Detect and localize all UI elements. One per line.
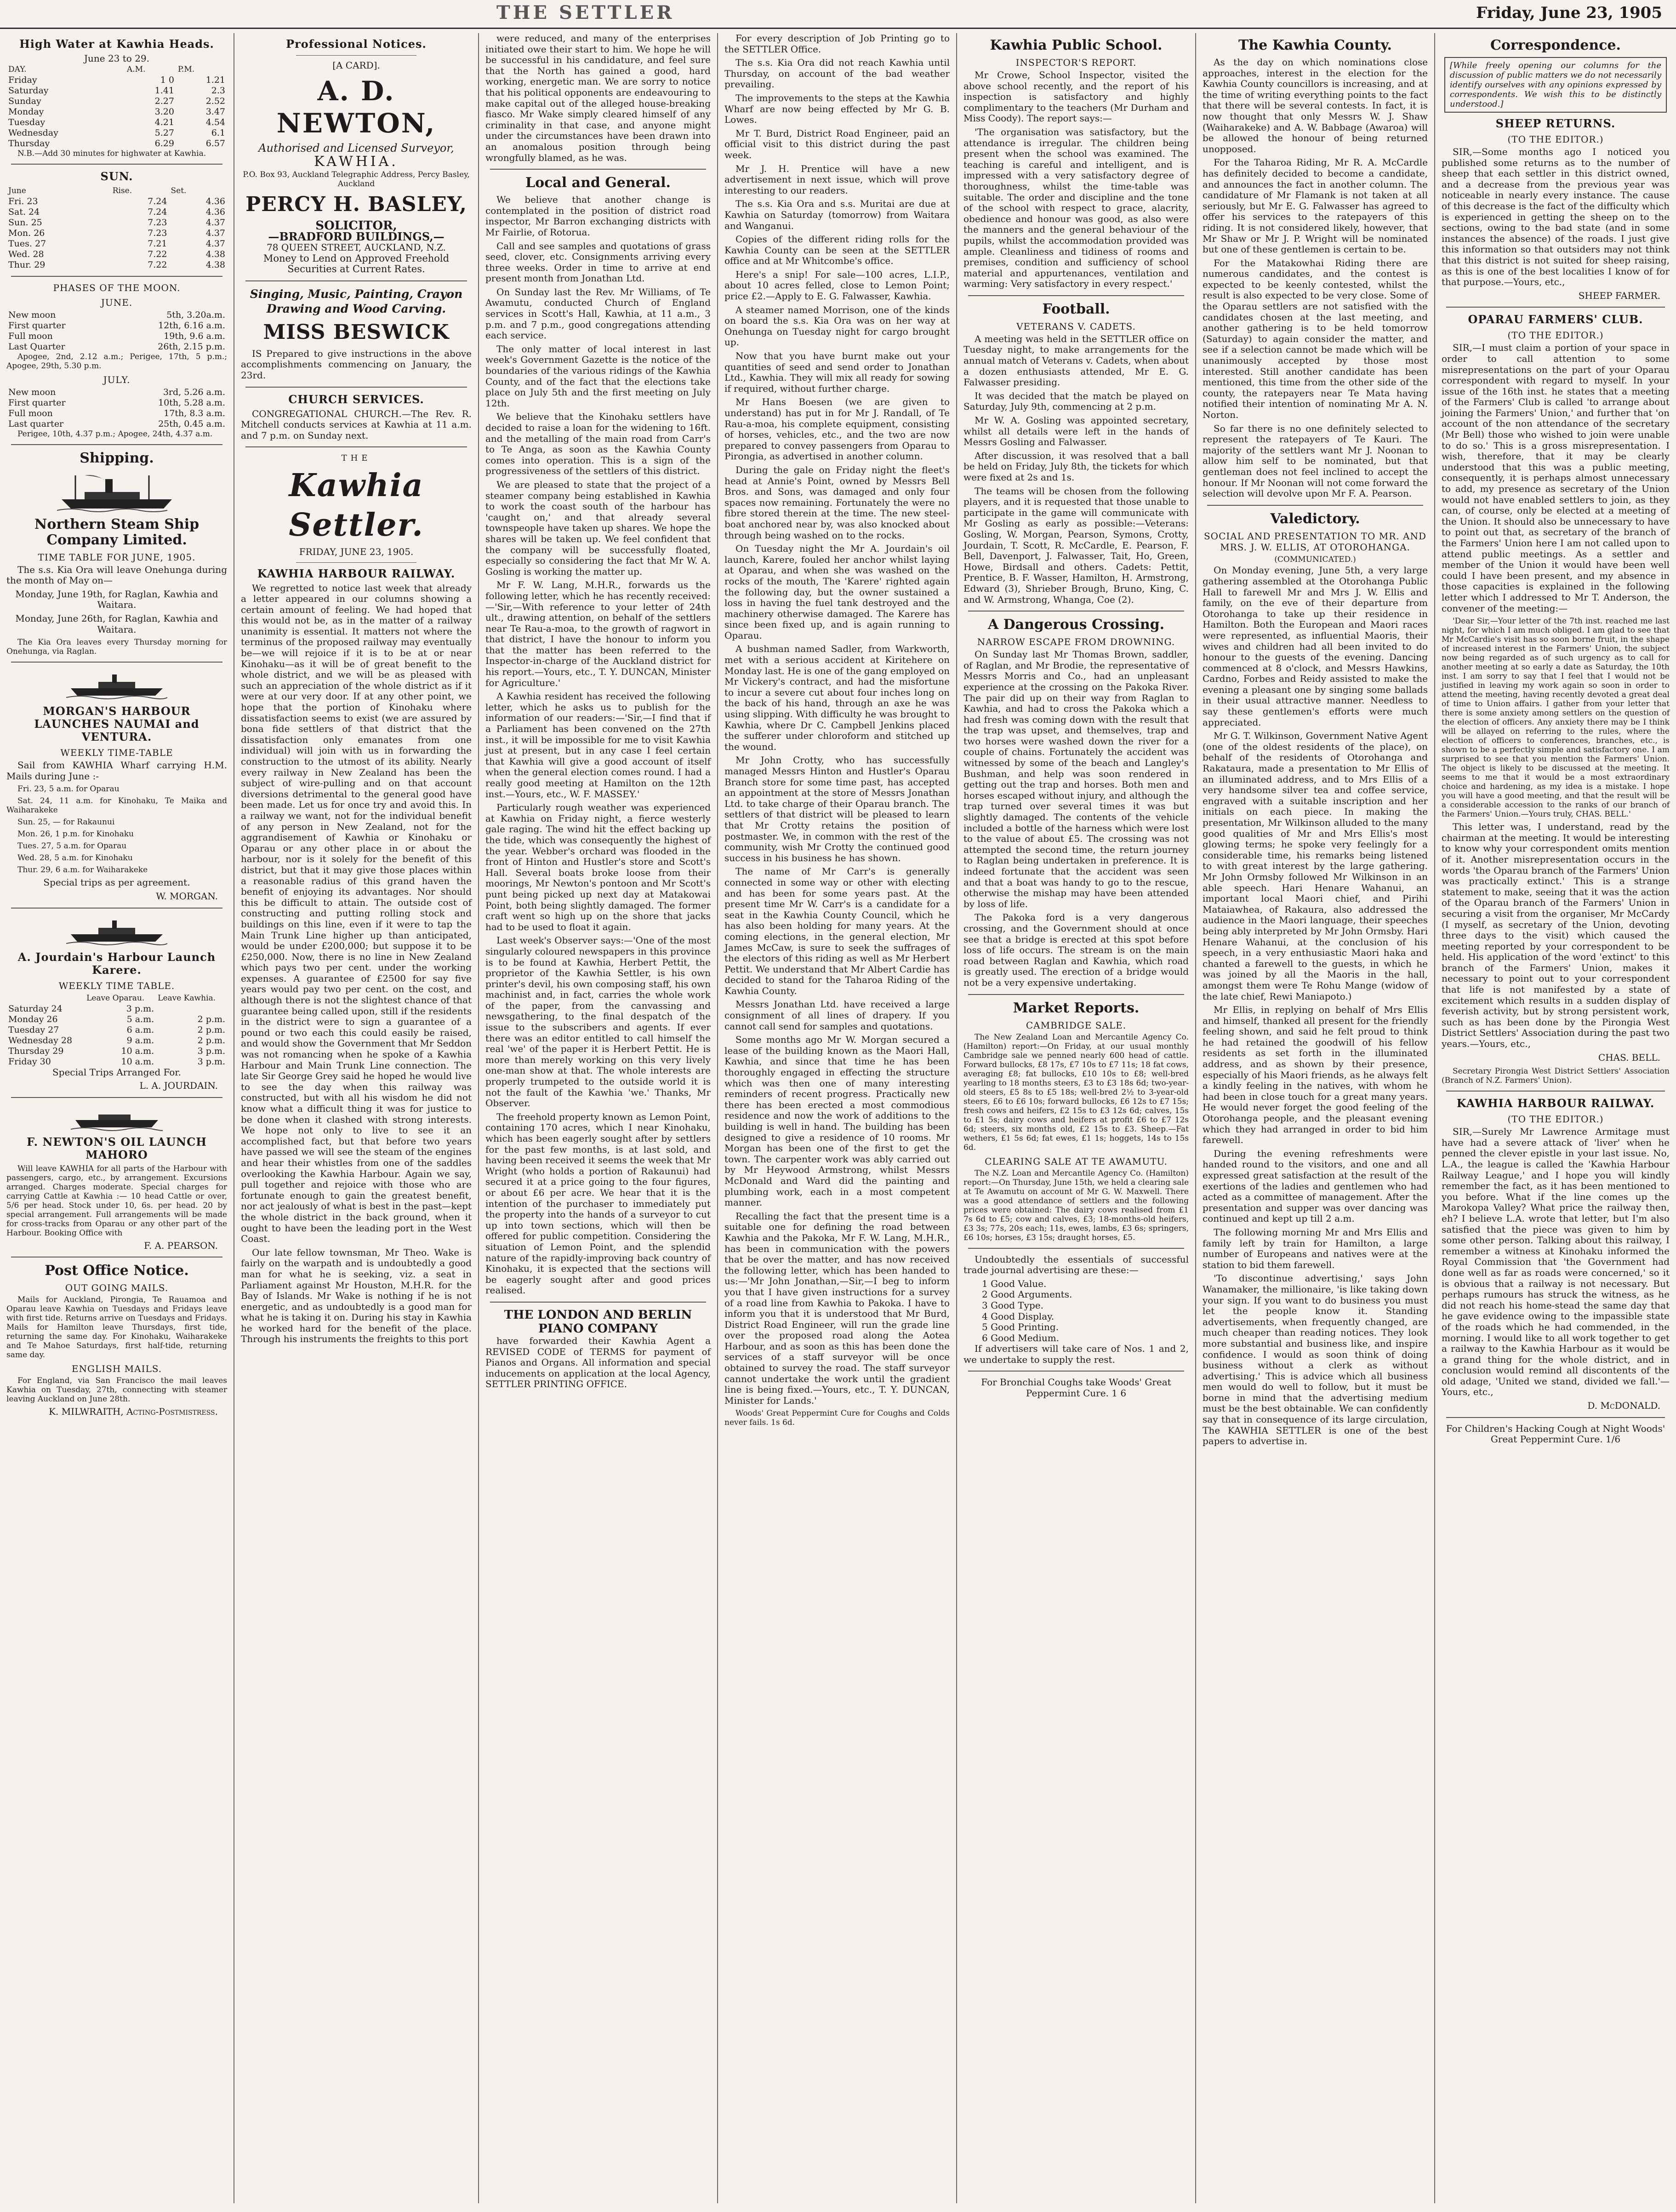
moon-phase-row-cell: 3rd, 5.26 a.m.: [163, 387, 225, 397]
launch-illustration: [66, 668, 167, 700]
sun-row: [6, 249, 227, 260]
moon-phase-row: [6, 398, 227, 408]
morgan-time-line: Wed. 28, 5 a.m. for Kinohaku: [17, 853, 133, 863]
nss-line: Monday, June 19th, for Raglan, Kawhia and Waitara.: [15, 588, 218, 611]
sun-row-cell: 7.23: [148, 228, 167, 238]
launch-time-row-cell: 3 p.m.: [197, 1046, 225, 1056]
tide-row: [6, 96, 227, 107]
news-item: Particularly rough weather was experienced at Kawhia on Friday night, a fierce westerly gale raging. The wind hit the effect backing up the tide, which was consequently the highest of the year. Webber's orchard was flooded in the front of Hinton and Hustler's store and Scott's Hall. Several boats broke loose from their moorings, Mr Newton's pontoon and Mr Scott's punt being picked up next day at Matakowai Point, both being slightly damaged. The former craft went so high up on the shore that jacks had to be used to float it again.: [485, 802, 711, 932]
oparau-paragraph: This letter was, I understand, read by the chairman at the meeting. It would be interesting to know why your correspondent omits mention of it. Another misrepresentation occurs in the words 'the Oparau branch of the Farmers' Union was practically extinct.' This is a strange statement to make, seeing that it was the action of the Oparau branch of the Farmers' Union in securing a visit from the organiser, Mr McCardy (I myself, as secretary of the Union, devoting three days to the visit) which caused the meeting reported by your correspondent to be held. His application of the word 'extinct' to this branch of the Farmers' Union, makes it necessary to point out to your correspondent that life is not manifested by a state of excitement which results in a sudden display of feverish activity, but by strong persistent work, such as has been done by the Pirongia West District Settlers' Association during the past two years.—Yours, etc.,: [1442, 821, 1670, 1050]
launch-time-row: [6, 1004, 227, 1014]
sheep-signature: SHEEP FARMER.: [1578, 290, 1660, 301]
sun-row-cell: Thur. 29: [8, 259, 46, 270]
advert-list-item: 1 Good Value.: [982, 1278, 1047, 1289]
morgan-subtitle: WEEKLY TIME-TABLE: [60, 747, 173, 759]
post-body-english: For England, via San Francisco the mail leaves Kawhia on Tuesday, 27th, connecting with steamer leaving Auckland on June 28th.: [6, 1376, 227, 1404]
news-item: Now that you have burnt make out your quantities of seed and send order to Jonathan Ltd., Kawhia. They will mix all ready for sowing if required, without further charge.: [724, 350, 950, 394]
tide-row: [6, 107, 227, 117]
sun-row-cell: Sat. 24: [8, 206, 40, 217]
news-item: A steamer named Morrison, one of the kinds on board the s.s. Kia Ora was on her way at Onehunga on Tuesday night for cargo brought up.: [724, 304, 950, 348]
london-heading: THE LONDON AND BERLIN PIANO COMPANY: [504, 1308, 692, 1336]
launch-illustration: [66, 914, 167, 946]
tide-row: [6, 138, 227, 149]
tide-head-pm: P.M.: [177, 64, 195, 74]
launch-time-row-cell: Wednesday 28: [8, 1035, 73, 1046]
news-item: We believe that another change is contemplated in the position of district road inspector, Mr Barron exchanging districts with Mr Fairlie, of Rotorua.: [485, 194, 711, 238]
news-item: Some months ago Mr W. Morgan secured a lease of the building known as the Maori Hall, Kawhia, and since that time he has been thoroughly engaged in effecting the structure which was then one of many interesting reminders of recent progress. Practically new there has been erected a most commodious residence and now the work of additions to the building is well in hand. The building has been designed to give a residence of 10 rooms. Mr Morgan has been one of the first to get the town. The carpenter work was ably carried out by Mr Heywood Armstrong, whilst Messrs McDonald and Ward did the painting and plumbing work, each in a most competent manner.: [724, 1034, 950, 1208]
sun-title: SUN.: [100, 169, 133, 183]
advert-intro: Undoubtedly the essentials of successful trade journal advertising are these:—: [963, 1253, 1189, 1276]
advert-list-item: 6 Good Medium.: [982, 1332, 1060, 1343]
news-item: Mr John Crotty, who has successfully managed Messrs Hinton and Hustler's Oparau Branch store for some time past, has accepted an appointment at the store of Messrs Jonathan Ltd. to take charge of their Oparau branch. The settlers of that district will be pleased to learn that Mr Crotty retains the position of postmaster. We, in common with the rest of the community, wish Mr Crotty the continued good success in his business he has shown.: [724, 754, 950, 863]
launch-time-row-cell: Thursday 29: [8, 1046, 64, 1056]
football-paragraph: Mr W. A. Gosling was appointed secretary, whilst all details were left in the hands of Messrs Gosling and Falwasser.: [963, 415, 1189, 448]
post-title: Post Office Notice.: [45, 1263, 189, 1279]
tide-title: High Water at Kawhia Heads.: [19, 37, 214, 51]
column-5: [957, 33, 1195, 2203]
nss-body: The s.s. Kia Ora will leave Onehunga during the month of May on—: [6, 564, 227, 586]
nss-line: Monday, June 26th, for Raglan, Kawhia and Waitara.: [15, 612, 218, 635]
moon-phase-row-cell: 25th, 0.45 a.m.: [158, 418, 225, 429]
moon-phase-row-cell: 26th, 2.15 p.m.: [158, 341, 225, 352]
moon-phase-row-cell: Last Quarter: [8, 341, 65, 352]
valediction-title: Valedictory.: [1270, 510, 1360, 527]
tide-row-cell: 5.27: [154, 127, 174, 138]
valediction-paragraph: 'To discontinue advertising,' says John Wanamaker, the millionaire, 'is like taking down your sign. If you want to do business you must let the people know it. Standing advertisements, when frequently changed, are much cheaper than reading notices. They look more substantial and business like, and inspire confidence. I would as soon think of doing business without a clerk as without advertising.' This is advice which all business men would do well to follow, but it must be borne in mind that the advertising medium must be the best obtainable. We can confidently say that in consequence of its large circulation, The KAWHIA SETTLER is one of the best papers to advertise in.: [1203, 1273, 1428, 1447]
column-3: [479, 33, 717, 2203]
correspondence-title: Correspondence.: [1490, 37, 1621, 53]
moon-phase-row-cell: 19th, 9.6 a.m.: [164, 331, 225, 341]
crossing-paragraph: The Pakoka ford is a very dangerous crossing, and the Government should at once see that a bridge is erected at this spot before loss of life occurs. The stream is on the main road between Raglan and Kawhia, which road is greatly used. The erection of a bridge would not be a very expensive undertaking.: [963, 912, 1189, 988]
launch-time-row-cell: 9 a.m.: [126, 1035, 154, 1046]
football-subtitle: VETERANS V. CADETS.: [1016, 320, 1136, 332]
market-title: Market Reports.: [1013, 1000, 1140, 1016]
to-editor-label: (TO THE EDITOR.): [1507, 330, 1604, 341]
tide-row-cell: 3.20: [154, 106, 174, 117]
moon-phase-row: [6, 310, 227, 320]
school-paragraph: Mr Crowe, School Inspector, visited the above school recently, and the report of his inspection is satisfactory and highly complimentary to the teachers (Mr Durham and Miss Coody). The report says:—: [963, 69, 1189, 124]
sun-row-cell: 7.23: [148, 217, 167, 228]
valediction-paragraph: During the evening refreshments were handed round to the visitors, and one and all expressed great satisfaction at the result of the exertions of the ladies and gentlemen who had acted as a committee of management. After the presentation and supper was over dancing was continued and kept up till 2 a.m.: [1203, 1148, 1428, 1224]
news-item: The freehold property known as Lemon Point, containing 170 acres, which I near Kinohaku, which has been eagerly sought after by settlers for the past few months, is at last sold, and having been received it seems the week that Mr Wright (who holds a portion of Rakaunui) had secured it at a price going to the four figures, or about £6 per acre. We hear that it is the intention of the purchaser to immediately put the property into the hands of a surveyor to cut up into town sections, which will then be offered for public competition. Considering the situation of Lemon Point, and the splendid nature of the rapidly-improving back country of Kinohaku, it is expected that the sections will be eagerly sought after and good prices realised.: [485, 1111, 711, 1296]
launch-time-row-cell: Monday 26: [8, 1014, 58, 1024]
news-item: Last week's Observer says:—'One of the most singularly coloured newspapers in this province is to be found at Kawhia, Herbert Pettit, the proprietor of the Kawhia Settler, is his own printer's devil, his own composing staff, his own machinist and, in fact, carries the whole work of the paper, from the canvassing and newsgathering, to the final despatch of the issue to the subscribers and agents. If ever there was an editor entitled to call himself the real 'we' of the paper it is Herbert Pettit. He is more than merely working on this very lively one-man show at that. The whole interests are properly trumpeted to the outside world it is not the fault of the Kawhia 'we.' Thanks, Mr Observer.: [485, 935, 711, 1109]
tide-subtitle: June 23 to 29.: [84, 53, 150, 64]
news-item: Recalling the fact that the present time is a suitable one for defining the road between Kawhia and the Pakoka, Mr F. W. Lang, M.H.R., has been in communication with the powers that be over the matter, and has now received the following letter, which has been handed to us:—'Mr John Jonathan,—Sir,—I beg to inform you that I have given instructions for a survey of a road line from Kawhia to Pakoka. I have to inform you that it is understood that Mr Burd, District Road Engineer, will run the grade line over the proposed road along the Aotea Harbour, and as soon as this has been done the services of a staff surveyor will be once obtained to survey the road. The staff surveyor cannot undertake the work until the gradient line is being fixed.—Yours, etc., T. Y. DUNCAN, Minister for Lands.': [724, 1210, 950, 1406]
morgan-time-line: Tues. 27, 5 a.m. for Oparau: [17, 841, 127, 851]
tide-note: N.B.—Add 30 minutes for highwater at Kawhia.: [17, 149, 206, 158]
leader-paragraph: We regretted to notice last week that already a letter appeared in our columns showing a certain amount of feeling. We had hoped that this would not be, as in the matter of a railway unanimity is essential. It matters not where the terminus of the proposed railway may eventually be—we will rejoice if it is to be at or near Kinohaku—as it will be of great benefit to the whole district, and we will be as pleased with such an appreciation of the whole district as if it were at our very door. If at any other point, we hope that the portion of Kinohaku where dissatisfaction seems to exist (we are assured by bona fide settlers of that district that the dissatisfaction only emanates from one individual) will join with us in forwarding the construction to the utmost of its ability. Nearly every railway in New Zealand has been the subject of wire-pulling and on that account diversions detrimental to the general good have been made. Let us for once try and avoid this. In a railway we want, not for the individual benefit of any person in New Zealand, not for the aggrandisement of Kawhia or Kinohaku or Oparau or any other place in or about the harbour, nor is it solely for the benefit of this district, but that it may give those places within a reasonable radius of this grand haven the benefit of enjoying its advantages. Nor should this be difficult to attain. The outside cost of constructing and putting rolling stock and buildings on this line, even if it were to tap the Main Trunk Line higher up than anticipated, would be under £200,000; but suppose it to be £250,000. Now, there is no line in New Zealand which pays two per cent. under the working expenses. A guarantee of £2500 for say five years would pay two per cent. on the cost, and although there is not the slightest chance of that guarantee being called upon, still if the residents in the district were to sign a guarantee of a pound or two each this could easily be raised, and would show the Government that Mr Seddon was not romancing when he spoke of a Kawhia Harbour and Main Trunk Line connection. The late Sir George Grey said he hoped he would live to see the day when this railway was constructed, but with all his wisdom he did not know what a difficult thing it was for justice to be done when it clashed with strong interests. We hope not only to live to see it an accomplished fact, but that before two years have passed we will see the steam of the engines and hear their whistles from one of the saddles overlooking the Kawhia Harbour. Again we say, pull together and rejoice with those who are fortunate enough to gain the greatest benefit, nor act jealously of what is best in the past—kept the whole district in the back ground, when it ought to have been the leading port in the West Coast.: [241, 582, 472, 1245]
sun-row-cell: 4.38: [205, 259, 225, 270]
paper-the: THE: [341, 453, 371, 463]
valediction-subtitle: SOCIAL AND PRESENTATION TO MR. AND MRS. J. W. ELLIS, AT OTOROHANGA.: [1203, 530, 1427, 553]
sun-row-cell: 4.37: [205, 238, 225, 249]
tide-row-cell: Saturday: [8, 85, 49, 96]
football-paragraph: After discussion, it was resolved that a ball be held on Friday, July 8th, the tickets for which were fixed at 2s and 1s.: [963, 450, 1189, 483]
tide-row-cell: Monday: [8, 106, 44, 117]
card-label: [A CARD].: [332, 60, 380, 71]
sheep-title: SHEEP RETURNS.: [1495, 117, 1616, 130]
moon-phase-row-cell: First quarter: [8, 320, 66, 331]
moon-phase-row: [6, 331, 227, 342]
pearson-signature: F. A. PEARSON.: [144, 1240, 218, 1251]
clearing-subtitle: CLEARING SALE AT TE AWAMUTU.: [985, 1155, 1168, 1167]
news-item: For every description of Job Printing go to the SETTLER Office.: [724, 33, 950, 55]
launch-time-row-cell: 10 a.m.: [121, 1046, 154, 1056]
column-4: [718, 33, 956, 2203]
morgan-time-line: Mon. 26, 1 p.m. for Kinohaku: [17, 829, 134, 839]
news-item: Copies of the different riding rolls for the Kawhia County can be seen at the SETTLER office and at Mr Whitcombe's office.: [724, 234, 950, 267]
jourdain-note: Special Trips Arranged For.: [52, 1066, 182, 1078]
oil-launch-illustration: [71, 1103, 163, 1131]
moon-phase-row-cell: Full moon: [8, 331, 53, 341]
news-item: We believe that the Kinohaku settlers have decided to raise a loan for the widening to 16ft. and the metalling of the main road from Carr's to Te Anga, as soon as the Kawhia County comes into operation. This is a sign of the progressiveness of the settlers of this district.: [485, 411, 711, 477]
sun-row-cell: 7.22: [148, 259, 167, 270]
church-body: CONGREGATIONAL CHURCH.—The Rev. R. Mitchell conducts services at Kawhia at 11 a.m. and 7 p.m. on Sunday next.: [241, 408, 472, 441]
sun-row: [6, 239, 227, 249]
railway-letter-signature: D. McDONALD.: [1587, 1400, 1660, 1412]
jourdain-subtitle: WEEKLY TIME TABLE.: [58, 980, 175, 991]
masthead: [0, 0, 1676, 29]
nss-note: The Kia Ora leaves every Thursday morning for Onehunga, via Raglan.: [6, 638, 227, 657]
news-item: On Sunday last the Rev. Mr Williams, of Te Awamutu, conducted Church of England services in Scott's Hall, Kawhia, at 11 a.m., 3 p.m. and 7 p.m., good congregations attending each service.: [485, 286, 711, 341]
school-paragraph: 'The organisation was satisfactory, but the attendance is irregular. The children being present when the school was examined. The teaching is careful and intelligent, and is impressed with a very satisfactory degree of thoroughness, whilst the time-table was suitable. The order and discipline and the tone of the school with respect to grace, alacrity, obedience and honour was good, as also were the manners and the general behaviour of the pupils, whilst the accommodation provided was ample. Cleanliness and tidiness of rooms and premises, condition and sufficiency of school material and appurtenances, ventilation and warming: Very satisfactory in every respect.': [963, 126, 1189, 290]
july-moon-note: Perigee, 10th, 4.37 p.m.; Apogee, 24th, 4.37 a.m.: [17, 429, 213, 439]
sun-head-rise: Rise.: [112, 186, 132, 195]
railway-letter-paragraph: SIR,—Surely Mr Lawrence Armitage must have had a severe attack of 'liver' when he penned the clever epistle in your last issue. No, L.A., the league is called the 'Kawhia Harbour Railway League,' and I hope you will kindly remember the fact, as it has been mentioned to you before. What if the line comes up the Marokopa Valley? What price the railway then, eh? I believe L.A. wrote that letter, but I'm also satisfied that the piece was given to him by some other person. Talking about this railway, I remember a witness at Kinohaku informed the Royal Commission that 'the Government had done well as far as roads were concerned,' so it is obvious that a railway is not necessary. But perhaps rumours has struck the witness, as he did not reach his home-stead the same day that he gave evidence owing to the impassible state of the roads which he had commended, in the morning. I would like to all work together to get a railway to the Kawhia Harbour as it would be a grand thing for the whole district, and in conclusion would remind all discontents of the old adage, 'United we stand, divided we fall.'—Yours, etc.,: [1442, 1126, 1670, 1398]
sun-row-cell: Tues. 27: [8, 238, 46, 249]
morgan-title: MORGAN'S HARBOUR LAUNCHES NAUMAI and VENTURA.: [34, 704, 200, 744]
sheep-paragraph: SIR,—Some months ago I noticed you published some returns as to the number of sheep that each settler in this district owned, and a decrease from the previous year was noticeable in nearly every instance. The cause of this decrease is the fact of the difficulty which is experienced in getting the sheep on to the sections, owing to the bad state (and in some instances the absence) of the roads. I just give this information so that outsiders may not think that this district is not suited for sheep raising, as this is one of the best localities I know of for that purpose.—Yours, etc.,: [1442, 146, 1670, 288]
june-moon-note: Apogee, 2nd, 2.12 a.m.; Perigee, 17th, 5 p.m.; Apogee, 29th, 5.30 p.m.: [6, 352, 227, 371]
column-1: [0, 33, 234, 2203]
communicated-label: (COMMUNICATED.): [1274, 554, 1356, 564]
beswick-heading: Singing, Music, Painting, Crayon Drawing and Wood Carving.: [250, 287, 463, 315]
moon-phase-row: [6, 387, 227, 398]
valediction-paragraph: On Monday evening, June 5th, a very large gathering assembled at the Otorohanga Public Hall to farewell Mr and Mrs J. W. Ellis and family, on the eve of their departure from Otorohanga to take up their residence in Hamilton. Both the European and Maori races were represented, as influential Maoris, their wives and children had all been invited to do honour to the guests of the evening. Dancing commenced at 8 o'clock, and Messrs Hawkins, Cardno, Forbes and Reidy assisted to make the evening a pleasant one by singing some ballads in their usual attractive manner. Needless to say these gentlemen's efforts were much appreciated.: [1203, 565, 1428, 728]
newton-place: KAWHIA.: [314, 154, 399, 170]
to-editor-label: (TO THE EDITOR.): [1507, 134, 1604, 145]
launch-time-row-cell: [156, 1004, 227, 1014]
football-title: Football.: [1042, 301, 1110, 317]
sun-row-cell: 7.22: [148, 249, 167, 259]
post-subtitle-english: ENGLISH MAILS.: [71, 1363, 162, 1375]
morgan-signature: W. MORGAN.: [156, 890, 218, 902]
launch-time-row-cell: Tuesday 27: [8, 1024, 59, 1035]
nss-title: Northern Steam Ship Company Limited.: [34, 516, 200, 548]
launch-time-row-cell: 6 a.m.: [126, 1024, 154, 1035]
pearson-body: Will leave KAWHIA for all parts of the Harbour with passengers, cargo, etc., by arrangement. Excursions arranged. Charges moderate. Special charges for carrying Cattle at Kawhia :— 10 head Cattle or over, 5/6 per head. Stock under 10, 6s. per head. 20 by special arrangement. Full arrangements will be made for cross-tracks from Oparau or any other part of the Harbour. Booking Office with: [6, 1164, 227, 1238]
county-paragraph: For the Matakowhai Riding there are numerous candidates, and the contest is expected to be keenly contested, whilst the result is also expected to be very close. Some of the Oparau settlers are not satisfied with the candidates chosen at the last meeting, and another gathering is to be held tomorrow (Saturday) to again consider the matter, and see if a selection cannot be made which will be unanimously accepted by those most interested. Still another candidate has been mentioned, this time from the other side of the county, the ratepayers near Te Mata having notified their intention of nominating Mr A. N. Norton.: [1203, 257, 1428, 420]
market-body: The New Zealand Loan and Mercantile Agency Co. (Hamilton) report:—On Friday, at our usual monthly Cambridge sale we penned nearly 600 head of cattle. Forward bullocks, £8 17s, £7 10s to £7 11s; 18 fat cows, averaging £8; fat bullocks, £10 10s to £8; well-bred yearling to 18 months steers, £3 to £3 18s 6d; two-year-old steers, £5 8s to £5 18s; well-bred 2½ to 3-year-old steers, £6 to £6 10s; forward bullocks, £6 12s to £7 15s; fresh cows and heifers, £2 15s to £3 12s 6d; calves, 15s to £1 5s; dairy cows and heifers at profit £6 to £7 12s 6d; steers, six months old, £2 15s to £3. Sheep.—Fat wethers, £1 5s 6d; fat ewes, £1 1s; hoggets, 14s to 15s 6d.: [963, 1032, 1189, 1152]
sun-head-set: Set.: [171, 186, 187, 195]
to-editor-label: (TO THE EDITOR.): [1507, 1114, 1604, 1125]
tide-row-cell: 6.1: [211, 127, 225, 138]
moon-phase-row: [6, 419, 227, 429]
news-item: The s.s. Kia Ora did not reach Kawhia until Thursday, on account of the bad weather prevailing.: [724, 57, 950, 90]
leader-title: KAWHIA HARBOUR RAILWAY.: [257, 566, 456, 580]
sun-head-day: June: [8, 186, 26, 195]
column-6: [1196, 33, 1434, 2203]
jourdain-head-kawhia: Leave Kawhia.: [158, 993, 216, 1003]
tide-row: [6, 128, 227, 138]
morgan-body: Sail from KAWHIA Wharf carrying H.M. Mails during June :-: [6, 760, 227, 782]
shipping-title: Shipping.: [80, 450, 154, 466]
sun-row: [6, 228, 227, 239]
sun-row-cell: 4.37: [205, 217, 225, 228]
tide-row-cell: 2.27: [154, 96, 174, 106]
tide-row-cell: Wednesday: [8, 127, 58, 138]
sun-table: [6, 186, 227, 270]
moon-phase-row: [6, 342, 227, 352]
advert-list-item: 4 Good Display.: [982, 1310, 1055, 1322]
tide-row-cell: Tuesday: [8, 117, 46, 127]
morgan-time-line: Fri. 23, 5 a.m. for Oparau: [17, 784, 120, 794]
oparau-paragraph: SIR,—I must claim a portion of your space in order to call attention to some misrepresentations on the part of your Oparau correspondent with regard to myself. In your issue of the 16th inst. he states that a meeting of the Farmers' Club is called 'to arrange about joining the Farmers' Union,' and further that 'on account of the non attendance of the secretary (Mr Bell) those who wished to join were unable to do so.' This is a gross misrepresentation. I wish, therefore, that it may be clearly understood that this was a public meeting, consequently, it is perhaps almost unnecessary to add, my presence as secretary of the Union would not have enabled settlers to join, as they can, of course, only be elected at a meeting of the Union. It should also be unnecessary to have to point out that, as secretary of the branch of the Farmers' Union here I am not called upon to attend public meetings. As a settler and member of the Union it would have been well could I have been present, and my absence in those capacities is explained in the following letter which I addressed to Mr T. Anderson, the convener of the meeting:—: [1442, 342, 1670, 614]
beswick-body: IS Prepared to give instructions in the above accomplishments commencing on January, the 23rd.: [241, 348, 472, 381]
news-item: The only matter of local interest in last week's Government Gazette is the notice of the boundaries of the various ridings of the Kawhia County, and of the fact that the elections take place on July 5th and the first meeting on July 12th.: [485, 343, 711, 409]
tide-row-cell: 6.29: [154, 138, 174, 149]
news-item: Here's a snip! For sale—100 acres, L.I.P., about 10 acres felled, close to Lemon Point; price £2.—Apply to E. G. Falwasser, Kawhia.: [724, 269, 950, 302]
july-moon-table: [6, 387, 227, 429]
morgan-time-line: Sun. 25, — for Rakaunui: [17, 817, 115, 827]
news-item: Mr T. Burd, District Road Engineer, paid an official visit to this district during the past week.: [724, 127, 950, 160]
tide-head-day: DAY.: [8, 64, 27, 74]
jourdain-title: A. Jourdain's Harbour Launch Karere.: [17, 950, 216, 977]
sun-row-cell: 4.38: [205, 249, 225, 259]
sun-row-cell: Mon. 26: [8, 228, 45, 238]
advert-list-item: 3 Good Type.: [982, 1299, 1043, 1311]
launch-time-row-cell: Saturday 24: [8, 1003, 63, 1014]
sun-row-cell: 7.24: [148, 206, 167, 217]
correspondence-disclaimer: [While freely opening our columns for the discussion of public matters we do not necessarily identify ourselves with any opinions expressed by correspondents. We wish this to be distinctly understood.]: [1444, 57, 1667, 113]
tide-row-cell: 1 0: [160, 74, 174, 85]
tide-table: [6, 64, 227, 149]
beswick-name: MISS BESWICK: [263, 320, 450, 344]
launch-time-row: [6, 1035, 227, 1046]
post-body: Mails for Auckland, Pirongia, Te Rauamoa and Oparau leave Kawhia on Tuesdays and Fridays leave with first tide. Returns arrive on Tuesdays and Fridays. Mails for Hamilton leave Thursdays, first tide, returning the same day. For Kinohaku, Waiharakeke and Te Mahoe Saturdays, first half-tide, returning same day.: [6, 1295, 227, 1360]
launch-time-row-cell: 2 p.m.: [197, 1035, 225, 1046]
crossing-paragraph: On Sunday last Mr Thomas Brown, saddler, of Raglan, and Mr Brodie, the representative of Messrs Morris and Co., had an unpleasant experience at the crossing on the Pakoka River. The pair did up on their way from Raglan to Kawhia, and had to cross the Pakoka which a had fresh was coming down with the result that the trap was upset, and themselves, trap and two horses were washed down the river for a couple of chains. Fortunately the accident was witnessed by some of the beach and Langley's Bushman, and help was soon rendered in getting out the trap and horses. Both men and horses escaped without injury, and although the trap turned over several times it was but slightly damaged. The contents of the vehicle included a bottle of the harness which were lost to the value of about £5. The crossing was not attempted the second time, the return journey to Raglan being undertaken in preference. It is indeed fortunate that the accident was seen and that a boat was handy to go to the rescue, otherwise the mishap may have been attended by loss of life.: [963, 649, 1189, 909]
tide-row-cell: 1.41: [154, 85, 174, 96]
newton-description: Authorised and Licensed Surveyor,: [258, 141, 454, 154]
morgan-time-line: Sat. 24, 11 a.m. for Kinohaku, Te Maika and Waiharakeke: [6, 796, 227, 815]
column-2: [234, 33, 478, 2203]
county-items: [1203, 57, 1428, 499]
advert-list-item: 5 Good Printing.: [982, 1321, 1059, 1333]
masthead-date: Friday, June 23, 1905: [1476, 4, 1662, 22]
steamship-illustration: [57, 471, 177, 512]
local-general-items-continued: [724, 33, 950, 1406]
local-general-title: Local and General.: [525, 175, 671, 191]
sun-row-cell: 4.36: [205, 206, 225, 217]
post-subtitle: OUT GOING MAILS.: [65, 1282, 169, 1294]
moon-phase-row-cell: 10th, 5.28 a.m.: [158, 397, 225, 408]
market-subtitle: CAMBRIDGE SALE.: [1026, 1019, 1127, 1031]
sun-row-cell: 4.37: [205, 228, 225, 238]
launch-time-row-cell: Friday 30: [8, 1056, 51, 1067]
basley-building: —BRADFORD BUILDINGS,—: [268, 230, 445, 244]
london-body: have forwarded their Kawhia Agent a REVISED CODE of TERMS for payment of Pianos and Organs. All information and special inducements on application at the local Agency, SETTLER PRINTING OFFICE.: [485, 1335, 711, 1390]
tide-row: [6, 75, 227, 86]
crossing-title: A Dangerous Crossing.: [987, 617, 1165, 633]
tide-row-cell: 4.54: [205, 117, 225, 127]
advert-essentials-list: [963, 1279, 1189, 1344]
news-item: Messrs Jonathan Ltd. have received a large consignment of all lines of drapery. If you cannot call send for samples and quotations.: [724, 999, 950, 1032]
morgan-timetable: [6, 784, 227, 875]
moon-phase-row-cell: New moon: [8, 309, 56, 320]
news-item: The name of Mr Carr's is generally connected in some way or other with electing and has been for some years past. At the present time Mr W. Carr's is a candidate for a seat in the Kawhia County Council, which he has also been holding for many years. At the coming elections, in the general election, Mr James McCaw, is sure to seek the suffrages of the electors of this riding as well as Mr Herbert Pettit. We understand that Mr Albert Cardie has decided to stand for the Taharoa Riding of the Kawhia County.: [724, 866, 950, 996]
moon-phase-row-cell: 5th, 3.20a.m.: [166, 309, 225, 320]
oparau-signature: CHAS. BELL.: [1598, 1052, 1660, 1063]
launch-time-row-cell: 2 p.m.: [197, 1024, 225, 1035]
moon-phase-row-cell: 17th, 8.3 a.m.: [164, 408, 225, 418]
tide-row-cell: 3.47: [205, 106, 225, 117]
county-paragraph: As the day on which nominations close approaches, interest in the election for the Kawhia County councillors is increasing, and at the time of writing everything points to the fact that there will be several contests. In fact, it is now thought that only Messrs W. J. Shaw (Waiharakeke) and A. W. Babbage (Awaroa) will be allowed the honour of being returned unopposed.: [1203, 57, 1428, 154]
tide-row-cell: 1.21: [205, 74, 225, 85]
sun-row-cell: Sun. 25: [8, 217, 42, 228]
news-item: Mr J. H. Prentice will have a new advertisement in next issue, which will prove interesting to our readers.: [724, 163, 950, 196]
oparau-paragraph: 'Dear Sir,—Your letter of the 7th inst. reached me last night, for which I am much obliged. I am glad to see that Mr McCardie's visit has so soon borne fruit, in the shape of increased interest in the Farmers' Union, the subject now being regarded as of such urgency as to call for another meeting at so early a date as Saturday, the 10th inst. I am sorry to say that I feel that I would not be justified in leaving my work again so soon in order to attend the meeting, having recently devoted a great deal of time to Union affairs. I gather from your letter that there is some anxiety among settlers on the question of the election of officers. Any anxiety there may be I think will be allayed on referring to the rules, where the election of officers to conferences, branches, etc., is shown to be a perfectly simple and satisfactory one. I am surprised to see that you mention the Farmers' Union. The object is likely to be discussed at the meeting. It seems to me that it would be a most extraordinary choice and hardening, as my idea is a mistake. I hope you will have a good meeting, and that the result will be a considerable accession to the ranks of our branch of the Farmers' Union.—Yours truly, CHAS. BELL.': [1442, 617, 1670, 819]
advert-outro: If advertisers will take care of Nos. 1 and 2, we undertake to supply the rest.: [963, 1343, 1189, 1365]
launch-time-row-cell: 2 p.m.: [197, 1014, 225, 1024]
county-paragraph: So far there is no one definitely selected to represent the ratepayers of Te Kauri. The majority of the settlers want Mr J. Noonan to allow him self to be nominated, but that gentleman does not feel inclined to accept the honour. If Mr Noonan will not come forward the selection will devolve upon Mr F. A. Pearson.: [1203, 423, 1428, 499]
sun-row-cell: Wed. 28: [8, 249, 44, 259]
jourdain-table: [6, 993, 227, 1067]
news-item: Mr Hans Boesen (we are given to understand) has put in for Mr J. Randall, of Te Rau-a-moa, his complete equipment, consisting of horses, vehicles, etc., and the two are now prepared to convey passengers from Oparau to Pirongia, as advertised in another column.: [724, 396, 950, 462]
news-item: During the gale on Friday night the fleet's head at Annie's Point, owned by Messrs Bell Bros. and Sons, was damaged and only four spaces now remaining. Fortunately the were no fibre stored therein at the time. The new steel-boat anchored near by, was also knocked about through being washed on to the rocks.: [724, 464, 950, 541]
county-paragraph: For the Taharoa Riding, Mr R. A. McCardle has definitely decided to become a candidate, and announces the fact in another column. The candidature of Mr Flamank is not taken at all seriously, but Mr E. G. Falwasser has agreed to offer his services to the ratepayers of this riding. It is not considered likely, however, that Mr Shaw or Mr J. P. Wright will be nominated but one of these gentlemen is certain to be.: [1203, 157, 1428, 255]
june-title: JUNE.: [101, 297, 133, 308]
news-item: The improvements to the steps at the Kawhia Wharf are now being effected by Mr G. B. Lowes.: [724, 92, 950, 126]
jourdain-signature: L. A. JOURDAIN.: [139, 1080, 218, 1092]
paper-date: FRIDAY, JUNE 23, 1905.: [299, 546, 414, 557]
june-moon-table: [6, 310, 227, 352]
football-items: [963, 334, 1189, 605]
valediction-paragraph: The following morning Mr and Mrs Ellis and family left by train for Hamilton, a large number of Europeans and natives were at the station to bid them farewell.: [1203, 1226, 1428, 1270]
news-item: On Tuesday night the Mr A. Jourdain's oil launch, Karere, fouled her anchor whilst laying at Oparau, and when she was washed on the rocks of the mouth, The 'Karere' righted again the following day, but the owner sustained a loss in having the fuel tank destroyed and the machinery otherwise damaged. The Karere has since been fixed up, and is again running to Oparau.: [724, 543, 950, 641]
column-7: [1435, 33, 1676, 2203]
news-item: Call and see samples and quotations of grass seed, clover, etc. Consignments arriving every three weeks. Order in time to arrive at end present month from Jonathan Ltd.: [485, 240, 711, 284]
sun-row: [6, 196, 227, 207]
sun-row: [6, 207, 227, 217]
news-item: Mr F. W. Lang, M.H.R., forwards us the following letter, which he has recently received:—'Sir,—With reference to your letter of 24th ult., drawing attention, on behalf of the settlers near Te Rau-a-moa, to the growth of ragwort in that district, I have the honour to inform you that the matter has been referred to the Inspector-in-charge of the Auckland district for his report.—Yours, etc., T. Y. DUNCAN, Minister for Agriculture.': [485, 579, 711, 688]
tide-row-cell: 6.57: [205, 138, 225, 149]
launch-time-row-cell: 5 a.m.: [126, 1014, 154, 1024]
basley-name: PERCY H. BASLEY,: [245, 192, 467, 216]
woods-advert: Woods' Great Peppermint Cure for Coughs and Colds never fails. 1s 6d.: [724, 1409, 950, 1428]
valediction-paragraph: Mr G. T. Wilkinson, Government Native Agent (one of the oldest residents of the place), on behalf of the residents of Otorohanga and Rakataura, made a presentation to Mr Ellis of an illuminated address, and to Mrs Ellis of a very handsome silver tea and coffee service, engraved with a suitable inscription and her initials on each piece. In making the presentation, Mr Wilkinson alluded to the many good qualities of Mr and Mrs Ellis's most glowing terms; he spoke very feelingly for a considerable time, his remarks being listened to with great interest by the large gathering. Mr John Ormsby followed Mr Wilkinson in an able speech. Hari Henare Wahanui, an important local Maori chief, and Pirihi Mataiawhea, of Rakaura, also addressed the audience in the Maori language, their speeches being ably interpreted by Mr John Ormsby. Hari Henare Wahanui, at the conclusion of his speech, in a very enthusiastic Maori haka and chanted a farewell to the guests, in which he was joined by all the Maoris in the hall, amongst them were Te Rohu Mange (widow of the late chief, Rewi Maniapoto.): [1203, 730, 1428, 1002]
morgan-time-line: Thur. 29, 6 a.m. for Waiharakeke: [17, 865, 148, 875]
launch-time-row: [6, 1046, 227, 1057]
tide-row-cell: 2.52: [205, 96, 225, 106]
paper-name: Kawhia Settler.: [289, 467, 424, 543]
basley-description: SOLICITOR,: [315, 218, 397, 233]
moon-phase-row-cell: Last quarter: [8, 418, 64, 429]
morgan-note: Special trips as per agreement.: [43, 877, 190, 888]
launch-time-row: [6, 1025, 227, 1035]
tide-row-cell: Sunday: [8, 96, 41, 106]
nss-subtitle: TIME TABLE FOR JUNE, 1905.: [38, 551, 196, 563]
news-item: We are pleased to state that the project of a steamer company being established in Kawhia to work the coast south of the harbour has 'caught on,' and that already several townspeople have taken up shares. We hope the shares will be taken up. We feel confident that the company will be successfully floated, especially so considering the fact that Mr W. A. Gosling is working the matter up.: [485, 479, 711, 577]
launch-time-row-cell: 10 a.m.: [121, 1056, 154, 1067]
tide-row-cell: 2.3: [211, 85, 225, 96]
leader-paragraph: Our late fellow townsman, Mr Theo. Wake is fairly on the warpath and is undoubtedly a good man for what he is seeking, viz. a seat in Parliament against Mr Houston, M.H.R. for the Bay of Islands. Mr Wake is nothing if he is not energetic, and as undoubtedly is a good man for what he is taking it on. During his stay in Kawhia he worked hard for the benefit of the place. Through his instruments the freights to this port: [241, 1246, 472, 1345]
jourdain-head-oparau: Leave Oparau.: [86, 993, 145, 1003]
football-paragraph: It was decided that the match be played on Saturday, July 9th, commencing at 2 p.m.: [963, 390, 1189, 412]
news-item: A bushman named Sadler, from Warkworth, met with a serious accident at Kiritehere on Monday last. He is one of the gang employed on Mr Vickery's contract, and had the misfortune to incur a severe cut about four inches long on the back of his hand, through an axe he was using slipping. With difficulty he was brought to Kawhia, where Dr C. Campbell Jenkins placed the sufferer under chloroform and stitched up the wound.: [724, 643, 950, 752]
tide-row-cell: 4.21: [154, 117, 174, 127]
county-title: The Kawhia County.: [1238, 37, 1392, 53]
advert-list-item: 2 Good Arguments.: [982, 1289, 1072, 1300]
basley-street: 78 QUEEN STREET, AUCKLAND, N.Z.: [267, 241, 446, 253]
moon-phase-row: [6, 408, 227, 419]
church-title: CHURCH SERVICES.: [288, 392, 424, 406]
news-item: The s.s. Kia Ora and s.s. Muritai are due at Kawhia on Saturday (tomorrow) from Waitara and Wanganui.: [724, 198, 950, 231]
local-general-items: [485, 194, 711, 1296]
sun-row-cell: Fri. 23: [8, 196, 38, 206]
col3-paragraph: were reduced, and many of the enterprises initiated owe their start to him. We hope he will be successful in his candidature, and feel sure that the North has gained a good, hard working, energetic man. We are sorry to notice that his political opponents are endeavouring to make capital out of the alleged house-breaking fiasco. Mr Wake simply cleared himself of any criminality in that case, and anyone might under the circumstances have been drawn into an anomalous position through being wrongfully blamed, as he was.: [485, 33, 711, 163]
launch-time-row-cell: 3 p.m.: [126, 1003, 154, 1014]
tide-row: [6, 117, 227, 128]
sun-row: [6, 217, 227, 228]
valediction-items: [1203, 565, 1428, 1447]
sun-row: [6, 260, 227, 270]
moon-phase-row-cell: Full moon: [8, 408, 53, 418]
basley-note: Money to Lend on Approved Freehold Securities at Current Rates.: [263, 252, 450, 275]
news-item: A Kawhia resident has received the following letter, which he asks us to publish for the information of our readers:—'Sir,—I find that if a Parliament has been convened on the 27th inst., it will be impossible for me to visit Kawhia just at present, but in any case I feel certain that Kawhia will give a good account of itself when the general election comes round. I had a really good meeting at Hamilton on the 12th inst.—Yours, etc., W. F. MASSEY.': [485, 691, 711, 800]
school-title: Kawhia Public School.: [990, 37, 1163, 53]
oparau-note: Secretary Pirongia West District Settlers' Association (Branch of N.Z. Farmers' Union).: [1442, 1067, 1670, 1086]
woods-advert: For Children's Hacking Cough at Night Woods' Great Peppermint Cure. 1/6: [1446, 1423, 1665, 1445]
launch-time-row-cell: 3 p.m.: [197, 1056, 225, 1067]
moon-phase-row-cell: 12th, 6.16 a.m.: [158, 320, 225, 331]
professional-title: Professional Notices.: [286, 37, 427, 51]
sun-row-cell: 7.21: [148, 238, 167, 249]
football-paragraph: A meeting was held in the SETTLER office on Tuesday night, to make arrangements for the annual match of Veterans v. Cadets, when about a dozen enthusiasts attended, Mr E. G. Falwasser presiding.: [963, 333, 1189, 388]
launch-time-row: [6, 1057, 227, 1067]
moon-phase-row-cell: First quarter: [8, 397, 66, 408]
clearing-body: The N.Z. Loan and Mercantile Agency Co. (Hamilton) report:—On Thursday, June 15th, we held a clearing sale at Te Awamutu on account of Mr G. W. Maxwell. There was a good attendance of settlers and the following prices were obtained: The dairy cows realised from £1 7s 6d to £5; cow and calves, £3; 18-months-old heifers, £3 3s; 77s, 20s each; 11s, ewes, lambs, £3 6s; springers, £6 10s; horses, £3 15s; draught horses, £5.: [963, 1168, 1189, 1242]
pearson-title: F. NEWTON'S OIL LAUNCH MAHORO: [27, 1135, 207, 1161]
newton-address: P.O. Box 93, Auckland Telegraphic Address, Percy Basley, Auckland: [243, 170, 470, 189]
valediction-paragraph: Mr Ellis, in replying on behalf of Mrs Ellis and himself, thanked all present for the friendly feeling shown, and said he felt proud to think he had retained the goodwill of his fellow residents as set forth in the illuminated address, and as shown by their presence, especially of his Maori friends, as he always felt a kindly feeling in the natives, with whom he had been in close touch for a great many years. He would never forget the good feeling of the Otorohanga people, and the pleasant evening which they had arranged in order to bid him farewell.: [1203, 1004, 1428, 1146]
football-paragraph: The teams will be chosen from the following players, and it is requested that those unable to participate in the game will communicate with Mr Gosling as early as possible:—Veterans: Gosling, W. Morgan, Pearson, Symons, Crotty, Jourdain, T. Scott, R. McCardle, E. Pearson, F. Bell, Davenport, J. Falwasser, Tait, Ho, Green, Howe, Birdsall and others. Cadets: Pettit, Prentice, B. F. Wasser, Hamilton, H. Armstrong, Edward (3), Shrieber Brough, Bruno, King, C. and W. Armstrong, Whanga, Coe (2).: [963, 485, 1189, 605]
sun-row-cell: 4.36: [205, 196, 225, 206]
moon-phase-row-cell: New moon: [8, 387, 56, 397]
tide-head-am: A.M.: [126, 64, 146, 74]
tide-row-cell: Friday: [8, 74, 37, 85]
moon-title: PHASES OF THE MOON.: [53, 282, 181, 293]
tide-row-cell: Thursday: [8, 138, 50, 149]
railway-letter-title: KAWHIA HARBOUR RAILWAY.: [1456, 1097, 1655, 1110]
july-title: JULY.: [103, 374, 131, 385]
masthead-title: THE SETTLER: [496, 2, 675, 23]
tide-row: [6, 86, 227, 96]
newton-name: A. D. NEWTON,: [276, 75, 436, 139]
crossing-subtitle: NARROW ESCAPE FROM DROWNING.: [977, 636, 1175, 648]
moon-phase-row: [6, 320, 227, 331]
sun-row-cell: 7.24: [148, 196, 167, 206]
oparau-title: OPARAU FARMERS' CLUB.: [1468, 313, 1643, 326]
launch-time-row: [6, 1014, 227, 1025]
post-signature: K. MILWRAITH, Acting-Postmistress.: [49, 1406, 218, 1418]
school-subtitle: INSPECTOR'S REPORT.: [1015, 57, 1137, 68]
woods-advert: For Bronchial Coughs take Woods' Great Peppermint Cure. 1 6: [981, 1377, 1171, 1399]
